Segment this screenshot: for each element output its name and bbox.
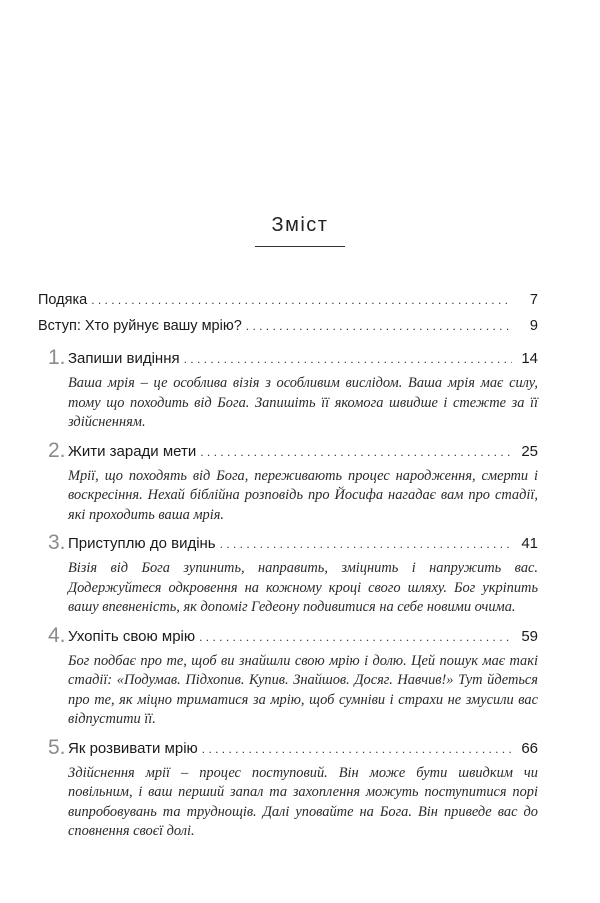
table-of-contents [38, 292, 538, 846]
leader-dots [199, 630, 512, 644]
toc-chapter-5 [38, 735, 538, 846]
toc-chapter-title-row[interactable] [68, 535, 538, 561]
chapter-description: Мрії, що походять від Бога, переживають процес народження, смерти і воскресіння. Нехай біблійна розповідь про Йосифа нагадає вам про стадії, які проходить ваша мрія. [68, 467, 538, 523]
leader-dots [184, 352, 512, 366]
toc-page-number: 7 [529, 292, 538, 308]
toc-chapter-title-row[interactable] [68, 443, 538, 469]
toc-chapter-2 [38, 438, 538, 530]
chapter-description: Ваша мрія – це особлива візія з особливим вислідом. Ваша мрія має силу, тому що походить від Бога. Запишіть її якомога швидше і стежте за її здійсненням. [68, 375, 538, 430]
chapter-description: Бог подбає про те, щоб ви знайшли свою мрію і долю. Цей пошук має такі стадії: «Подумав. Підхопив. Купив. Знайшов. Досяг. Навчив!» Тут йдеться про те, як міцно триматися за мрію, щоб сумніви і страхи не змусили вас відпустити її. [68, 652, 538, 727]
chapter-number: 5. [48, 735, 66, 759]
toc-entry-label: Вступ: Хто руйнує вашу мрію? [38, 318, 242, 334]
toc-chapter-title-row[interactable] [68, 350, 538, 376]
toc-entry-label: Подяка [38, 292, 88, 308]
toc-page-number: 41 [521, 535, 538, 552]
toc-chapter-4 [38, 623, 538, 734]
toc-entry-acknowledgements[interactable] [38, 292, 538, 318]
page-title: Зміст [271, 214, 329, 236]
title-underline [255, 246, 345, 247]
toc-page-number: 14 [521, 350, 538, 367]
toc-chapter-title-row[interactable] [68, 628, 538, 654]
chapter-title: Запиши видіння [68, 350, 180, 367]
toc-page-number: 9 [529, 318, 538, 334]
chapter-title: Жити заради мети [68, 442, 197, 460]
chapter-number: 3. [48, 531, 66, 554]
toc-chapter-3 [38, 531, 538, 622]
leader-dots [246, 319, 512, 333]
toc-chapter-title-row[interactable] [68, 740, 538, 766]
chapter-number: 4. [48, 623, 66, 647]
leader-dots [200, 445, 512, 459]
toc-entry-introduction[interactable] [38, 318, 538, 344]
toc-chapter-1 [38, 346, 538, 437]
leader-dots [202, 742, 512, 756]
chapter-title: Приступлю до видінь [68, 535, 216, 552]
toc-page-number: 66 [521, 739, 538, 757]
leader-dots [91, 293, 512, 307]
toc-page-number: 25 [521, 442, 538, 460]
chapter-description: Візія від Бога зупинить, направить, зміцнить і напружить вас. Додержуйтеся одкровення на кожному кроці свого шляху. Бог укріпить вашу впевненість, як допоміг Гедеону подивитися на себе новими очима. [68, 560, 538, 615]
chapter-number: 2. [48, 438, 66, 462]
chapter-title: Як розвивати мрію [68, 739, 198, 757]
chapter-description: Здійснення мрії – процес поступовий. Він може бути швидким чи повільним, і ваш перший запал та захоплення можуть поступитися порі випробовувань та труднощів. Далі уповайте на Бога. Він приведе вас до сповнення своєї долі. [68, 764, 538, 839]
leader-dots [220, 537, 512, 551]
chapter-number: 1. [48, 346, 66, 369]
toc-page-number: 59 [521, 627, 538, 645]
chapter-title: Ухопіть свою мрію [68, 627, 196, 645]
